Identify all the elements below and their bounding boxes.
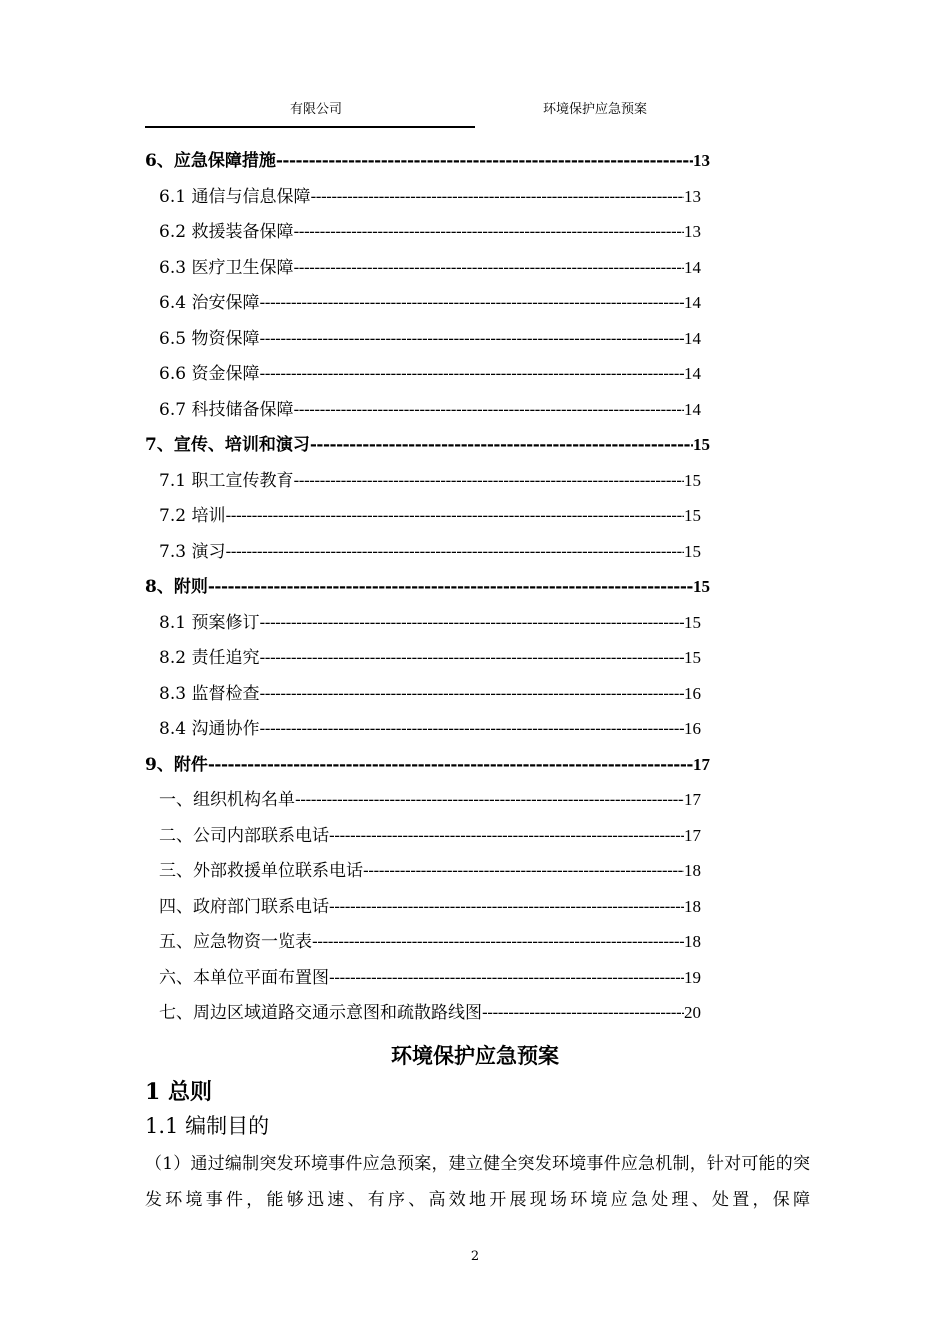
toc-entry-page: 15 [693,435,710,454]
toc-entry-page: 17 [693,754,710,774]
toc-section-entry[interactable] [159,501,701,525]
toc-entry-label: 7.1 职工宣传教育 [159,470,294,490]
toc-dot-leader [259,613,684,632]
toc-dot-leader [208,755,693,774]
toc-dot-leader [293,258,684,277]
toc-section-entry[interactable] [159,608,701,632]
toc-entry-label: 8.3 监督检查 [159,683,260,703]
toc-dot-leader [225,506,684,525]
toc-dot-leader [293,471,684,490]
document-title: 环境保护应急预案 [391,1043,559,1068]
toc-entry-label: 一、组织机构名单 [159,790,295,809]
toc-entry-page: 16 [684,719,701,738]
toc-entry-page: 17 [684,825,701,845]
toc-dot-leader [329,897,684,916]
toc-section-entry[interactable] [159,892,701,916]
toc-section-entry[interactable] [159,253,701,277]
section-heading: 1 总则 [145,1079,212,1105]
toc-entry-label: 6.1 通信与信息保障 [159,186,311,206]
toc-section-entry[interactable] [159,643,701,667]
toc-entry-page: 19 [684,967,701,987]
page-number: 2 [470,1249,480,1264]
toc-dot-leader [259,648,684,667]
toc-chapter-entry[interactable] [145,430,710,454]
header-doc-title: 环境保护应急预案 [543,102,648,117]
toc-entry-label: 7.2 培训 [159,506,226,525]
toc-entry-label: 8.4 沟通协作 [159,719,260,738]
toc-section-entry[interactable] [159,537,701,561]
toc-dot-leader [293,222,684,241]
toc-entry-page: 14 [684,364,701,383]
toc-entry-page: 17 [684,790,701,809]
toc-entry-page: 15 [684,506,701,525]
toc-entry-label: 6.3 医疗卫生保障 [159,257,294,277]
toc-entry-page: 16 [684,683,701,703]
toc-entry-page: 15 [684,648,701,667]
toc-entry-label: 6.6 资金保障 [159,364,260,383]
toc-section-entry[interactable] [159,963,701,987]
toc-chapter-entry[interactable] [145,572,710,596]
subsection-heading: 1.1 编制目的 [145,1114,270,1138]
toc-entry-page: 14 [684,328,701,348]
toc-dot-leader [259,364,684,383]
toc-dot-leader [293,400,684,419]
toc-dot-leader [225,542,684,561]
toc-section-entry[interactable] [159,714,701,738]
toc-dot-leader [259,329,684,348]
toc-section-entry[interactable] [159,998,701,1022]
toc-dot-leader [310,435,693,454]
toc-entry-label: 七、周边区域道路交通示意图和疏散路线图 [159,1003,482,1022]
toc-entry-label: 六、本单位平面布置图 [159,967,329,987]
toc-entry-label: 8.2 责任追究 [159,648,260,667]
toc-entry-label: 7、宣传、培训和演习 [145,435,310,454]
toc-entry-label: 9、附件 [145,754,208,774]
toc-dot-leader [208,577,693,596]
toc-entry-page: 18 [684,896,701,916]
toc-section-entry[interactable] [159,324,701,348]
toc-dot-leader [310,187,684,206]
toc-section-entry[interactable] [159,466,701,490]
toc-entry-page: 14 [684,257,701,277]
toc-entry-label: 7.3 演习 [159,541,226,561]
toc-entry-label: 五、应急物资一览表 [159,932,312,951]
toc-entry-page: 13 [684,186,701,206]
toc-dot-leader [329,826,684,845]
toc-entry-label: 6.4 治安保障 [159,293,260,312]
body-paragraph: （1）通过编制突发环境事件应急预案，建立健全突发环境事件应急机制，针对可能的突发环境事件，能够迅速、有序、高效地开展现场环境应急处理、处置，保障 [145,1154,810,1210]
toc-entry-page: 14 [684,399,701,419]
toc-section-entry[interactable] [159,288,701,312]
toc-entry-page: 14 [684,293,701,312]
toc-chapter-entry[interactable] [145,750,710,774]
header-divider [145,126,475,128]
toc-dot-leader [312,932,684,951]
toc-section-entry[interactable] [159,679,701,703]
toc-entry-page: 15 [684,470,701,490]
toc-entry-label: 6.7 科技储备保障 [159,399,294,419]
toc-entry-page: 18 [684,932,701,951]
toc-entry-label: 8.1 预案修订 [159,612,260,632]
toc-entry-page: 13 [684,222,701,241]
toc-dot-leader [329,968,684,987]
toc-chapter-entry[interactable] [145,146,710,170]
toc-section-entry[interactable] [159,785,701,809]
toc-dot-leader [276,151,693,170]
toc-section-entry[interactable] [159,217,701,241]
toc-entry-page: 18 [684,861,701,880]
toc-entry-label: 6.2 救援装备保障 [159,222,294,241]
toc-entry-page: 15 [684,541,701,561]
toc-entry-label: 6、应急保障措施 [145,151,276,170]
toc-entry-label: 四、政府部门联系电话 [159,896,329,916]
toc-dot-leader [482,1003,684,1022]
toc-section-entry[interactable] [159,821,701,845]
toc-section-entry[interactable] [159,359,701,383]
header-company: 有限公司 [290,102,343,117]
toc-section-entry[interactable] [159,395,701,419]
toc-entry-page: 15 [684,612,701,632]
toc-entry-page: 13 [693,151,710,170]
toc-dot-leader [363,861,684,880]
toc-entry-label: 6.5 物资保障 [159,328,260,348]
toc-entry-page: 15 [693,577,710,596]
toc-entry-label: 三、外部救援单位联系电话 [159,861,363,880]
toc-dot-leader [295,790,684,809]
toc-dot-leader [259,293,684,312]
toc-entry-label: 8、附则 [145,577,208,596]
toc-entry-label: 二、公司内部联系电话 [159,825,329,845]
toc-section-entry[interactable] [159,182,701,206]
toc-dot-leader [259,719,684,738]
toc-dot-leader [259,684,684,703]
toc-entry-page: 20 [684,1003,701,1022]
toc-section-entry[interactable] [159,927,701,951]
toc-section-entry[interactable] [159,856,701,880]
